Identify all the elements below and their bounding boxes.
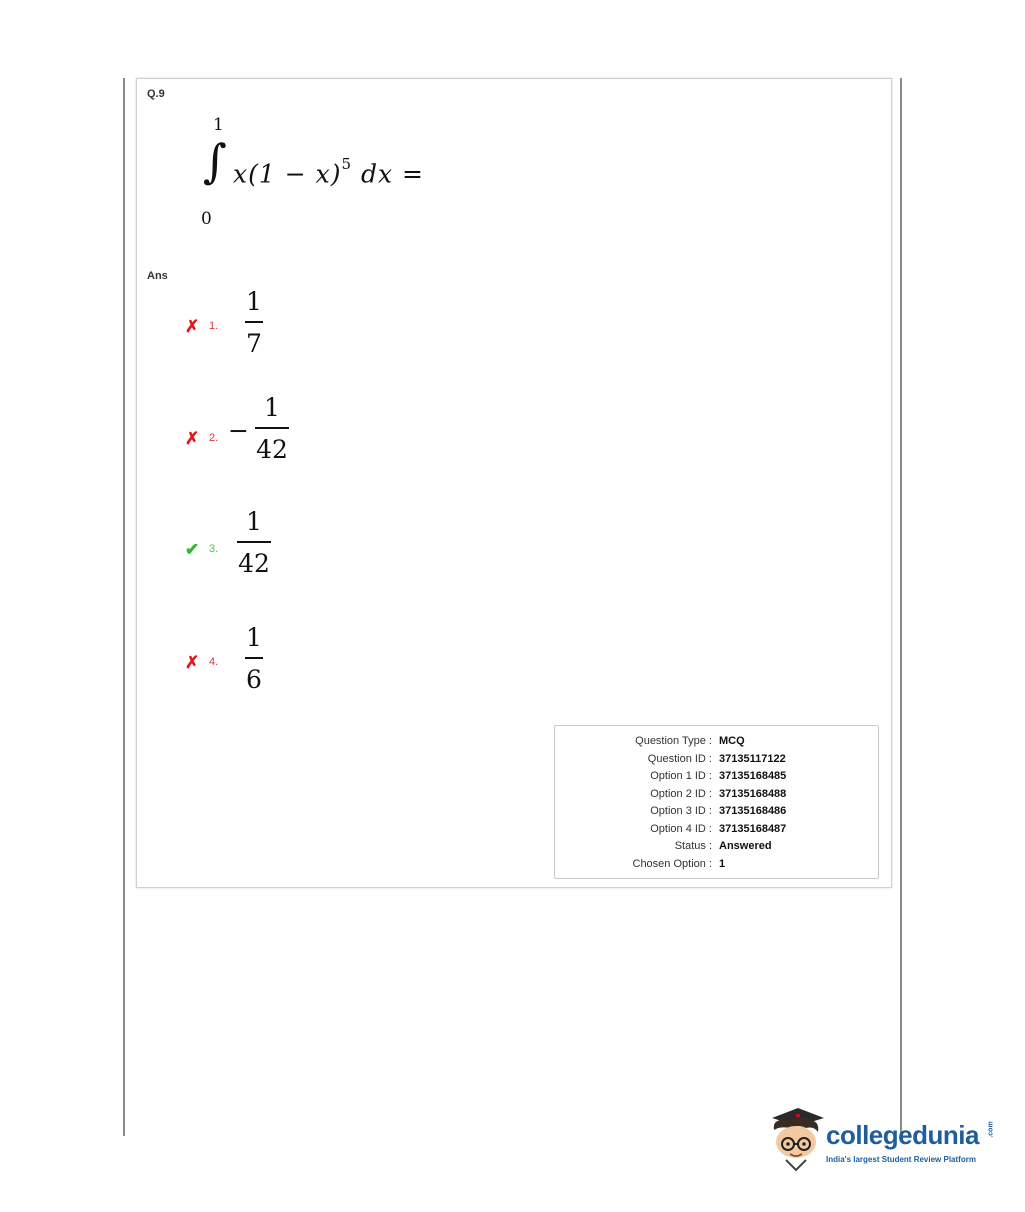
info-row-question-type <box>555 735 878 752</box>
integrand <box>233 155 424 189</box>
question-info-box <box>554 725 879 879</box>
option-1[interactable] <box>185 287 305 357</box>
fraction-bar <box>255 427 289 429</box>
integrand-base: x(1 − x) <box>233 159 342 189</box>
info-row-option-3-id <box>555 805 878 822</box>
info-row-option-2-id <box>555 788 878 805</box>
integral-upper-limit: 1 <box>213 115 224 135</box>
info-key: Question ID : <box>647 753 712 765</box>
option-fraction <box>237 507 271 579</box>
info-row-chosen-option <box>555 858 878 875</box>
info-value: Answered <box>719 840 772 852</box>
fraction-denominator: 6 <box>246 665 262 694</box>
option-number: 1. <box>209 320 219 332</box>
question-integral <box>197 113 517 233</box>
info-value: 1 <box>719 858 726 870</box>
option-number: 4. <box>209 656 219 668</box>
collegedunia-logo[interactable] <box>768 1104 998 1178</box>
integral-lower-limit: 0 <box>201 209 212 229</box>
wrong-mark-icon: ✗ <box>185 653 200 672</box>
integral-sign: ∫ <box>203 134 227 188</box>
info-value: 37135168488 <box>719 788 787 800</box>
option-sign: − <box>228 416 249 445</box>
info-value: 37135168486 <box>719 805 787 817</box>
info-value: 37135168485 <box>719 770 787 782</box>
fraction-bar <box>245 657 263 659</box>
info-key: Option 3 ID : <box>650 805 712 817</box>
info-row-option-1-id <box>555 770 878 787</box>
info-row-status <box>555 840 878 857</box>
info-key: Option 4 ID : <box>650 823 712 835</box>
info-value: MCQ <box>719 735 745 747</box>
answer-label: Ans <box>147 270 168 282</box>
wrong-mark-icon: ✗ <box>185 317 200 336</box>
integrand-power: 5 <box>341 155 352 173</box>
option-fraction <box>245 623 263 695</box>
option-fraction <box>255 393 289 465</box>
fraction-denominator: 42 <box>238 549 270 578</box>
left-page-border <box>123 78 125 1136</box>
fraction-denominator: 42 <box>256 435 288 464</box>
info-value: 37135117122 <box>719 753 786 765</box>
right-page-border <box>900 78 902 1136</box>
logo-domain-suffix: .com <box>987 1121 995 1138</box>
info-row-option-4-id <box>555 823 878 840</box>
option-number: 2. <box>209 432 219 444</box>
fraction-bar <box>245 321 263 323</box>
info-value: 37135168487 <box>719 823 787 835</box>
question-number: Q.9 <box>147 88 165 100</box>
info-row-question-id <box>555 753 878 770</box>
info-key: Option 1 ID : <box>650 770 712 782</box>
logo-tagline: India's largest Student Review Platform <box>826 1155 976 1164</box>
fraction-numerator: 1 <box>246 287 262 316</box>
info-key: Chosen Option : <box>632 858 712 870</box>
fraction-denominator: 7 <box>246 329 262 358</box>
check-mark-icon: ✔ <box>185 540 200 559</box>
fraction-numerator: 1 <box>246 507 262 536</box>
fraction-bar <box>237 541 271 543</box>
info-key: Status : <box>674 840 712 852</box>
info-key: Option 2 ID : <box>650 788 712 800</box>
option-4[interactable] <box>185 623 305 693</box>
mascot-icon <box>768 1104 826 1178</box>
logo-wordmark: collegedunia <box>826 1120 979 1150</box>
question-card <box>136 78 892 888</box>
option-2[interactable] <box>185 393 325 463</box>
integrand-tail: dx = <box>352 159 424 189</box>
fraction-numerator: 1 <box>246 623 262 652</box>
info-key: Question Type : <box>635 735 712 747</box>
fraction-numerator: 1 <box>264 393 280 422</box>
option-number: 3. <box>209 543 219 555</box>
wrong-mark-icon: ✗ <box>185 429 200 448</box>
option-3[interactable] <box>185 507 325 577</box>
option-fraction <box>245 287 263 359</box>
